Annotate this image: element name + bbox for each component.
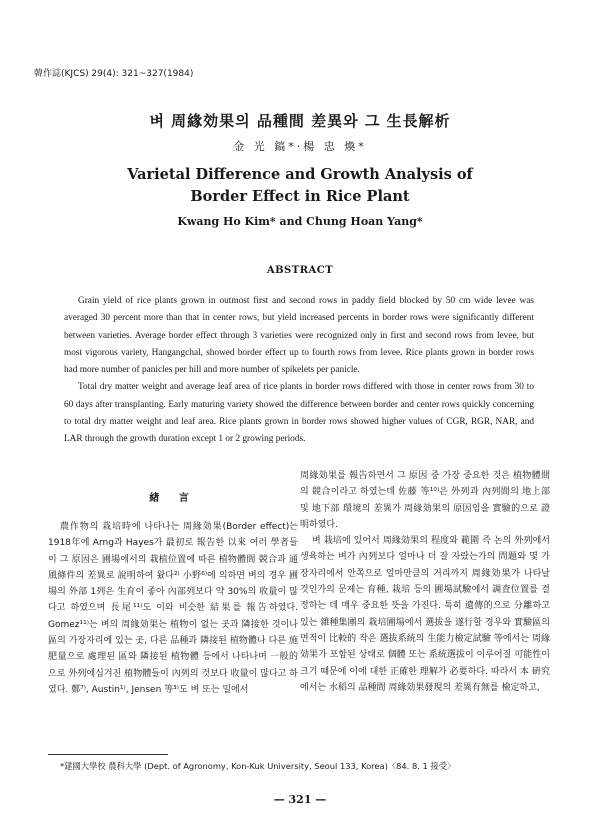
right-paragraph-1: 周緣効果를 報告하면서 그 原因 중 가장 중요한 것은 植物體間의 競合이라고 하였는데 佐藤 等¹⁰⁾은 外列과 內列間의 地上部 및 地下部 環境의 差異가 周緣効果의 原因임을 實驗的으로 證明하였다. bbox=[300, 471, 550, 530]
left-paragraph-1: 農作物의 栽培時에 나타나는 周緣効果(Border effect)는 1918年에 Arng과 Hayes가 最初로 報告한 以來 여러 學者들이 그 原因은 圃場에서의 栽植位置에 따른 植物體間 競合과 通風條件의 差異로 說明하여 왔다²⁾ 小野⁶⁾에 의하면 벼의 경우 圃場의 外部 1列은 生育이 좋아 內部列보다 약 30%의 收量이 많다고 하였으며 長尾¹¹⁾도 이와 비슷한 結果를 報告하였다. Gomez¹¹⁾는 벼의 周緣効果는 植物이 없는 곳과 隣接한 것이나 區의 가장자리에 있는 곳, 다른 品種과 隣接된 植物體나 다른 施肥量으로 處理된 區와 隣接된 植物體 등에서 나타나며 一般的으로 外列에심겨진 植物體들이 內列의 것보다 收量이 많다고 하였다. 鄭⁷⁾, Austin¹⁾, Jensen 等³⁾도 벼 또는 밀에서 bbox=[48, 522, 298, 695]
journal-citation: 韓作誌(KJCS) 29(4): 321~327(1984) bbox=[34, 69, 194, 79]
right-column bbox=[300, 468, 550, 696]
english-title-line2: Border Effect in Rice Plant bbox=[190, 188, 410, 205]
introduction-heading: 緖 言 bbox=[149, 493, 197, 504]
abstract-heading: ABSTRACT bbox=[266, 265, 334, 276]
abstract-paragraph-2: Total dry matter weight and average leaf area of rice plants in border rows differed with those in center rows from 30 to 60 days after transplanting. Early maturing variety showed the difference between border and center rows quickly concerning to total dry matter weight and leaf area. Rice plants grown in border rows showed higher values of CGR, RGR, NAR, and LAR through the growth duration except 1 or 2 growing periods. bbox=[64, 382, 534, 445]
affiliation-footnote: *建國大學校 農科大學 (Dept. of Agronomy, Kon-Kuk University, Seoul 133, Korea)〈84. 8. 1 接受〉 bbox=[60, 761, 456, 771]
page-number: — 321 — bbox=[273, 793, 327, 806]
abstract-body bbox=[64, 293, 534, 449]
right-paragraph-2: 벼 栽培에 있어서 周緣効果의 程度와 範圍 즉 논의 外列에서 생육하는 벼가 內列보다 얼마나 더 잘 자랐는가의 問題와 몇 가장자리에서 안쪽으로 얼마만큼의 거리까지 周緣効果가 나타날 것인가의 문제는 育種, 栽培 등의 圃場試驗에서 調査位置를 결정하는 데 매우 중요한 뜻을 가진다. 특히 遺傳的으로 分離하고 있는 雜種集團의 栽培圃場에서 選拔을 遂行할 경우와 實驗區의 면적이 比較的 작은 選拔系統의 生能力檢定試驗 等에서는 周緣効果가 포함된 상태로 個體 또는 系統選拔이 이루어질 可能性이 크기 때문에 이에 대한 正確한 理解가 必要하다. 따라서 本 硏究에서는 水稻의 品種間 周緣効果發現의 差異有無를 檢定하고, bbox=[300, 536, 550, 693]
footnote-divider bbox=[48, 754, 168, 755]
english-title-line1: Varietal Difference and Growth Analysis of bbox=[127, 166, 473, 183]
korean-authors: 金 光 鎬*·楊 忠 煥* bbox=[233, 140, 367, 153]
english-title bbox=[0, 164, 600, 208]
korean-title: 벼 周緣効果의 品種間 差異와 그 生長解析 bbox=[149, 112, 451, 130]
left-column bbox=[48, 519, 298, 698]
abstract-paragraph-1: Grain yield of rice plants grown in outmost first and second rows in paddy field blocked by 50 cm wide levee was averaged 30 percent more than that in center rows, but yield increased percents in border rows were significantly different between varieties. Average border effect through 3 varieties were recognized only in first and second rows from levee, but most vigorous variety, Hangangchal, showed border effect up to fourth rows from levee. Rice plants grown in border rows had more number of panicles per hill and more number of spikelets per panicle. bbox=[64, 296, 534, 376]
english-authors: Kwang Ho Kim* and Chung Hoan Yang* bbox=[177, 215, 423, 228]
